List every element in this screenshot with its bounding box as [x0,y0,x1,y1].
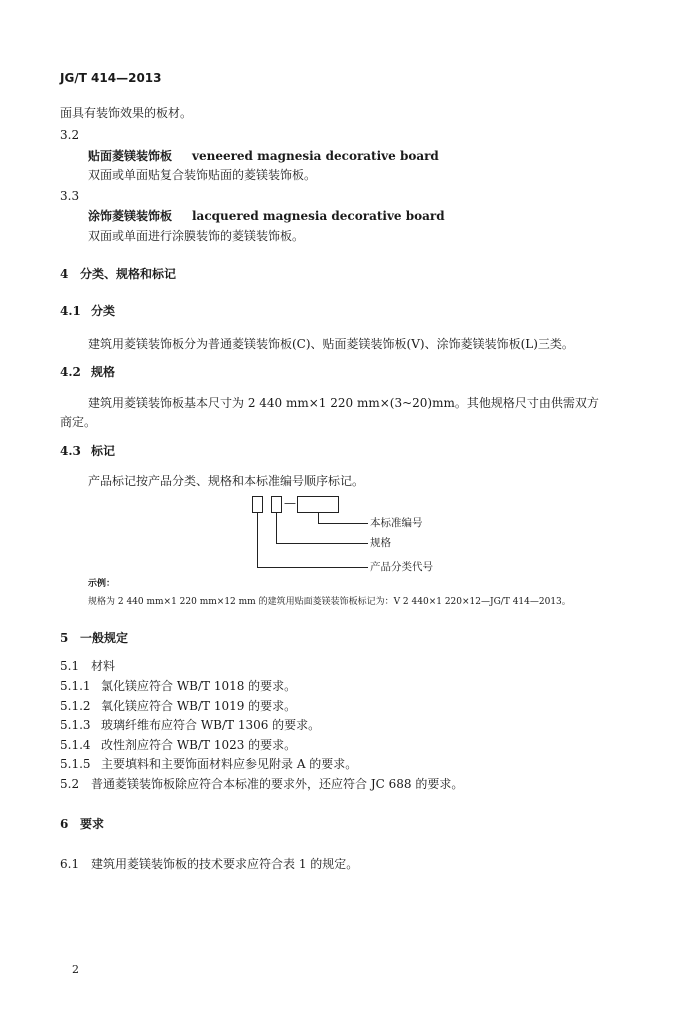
clause-text: 氯化镁应符合 WB/T 1018 的要求。 [101,679,297,693]
clause-4-2-number: 4.2 [60,365,81,379]
section-5-number: 5 [60,631,69,645]
label-spec: 规格 [370,537,391,549]
clause-4-2-text-line1: 建筑用菱镁装饰板基本尺寸为 2 440 mm×1 220 mm×(3~20)mm。其他规格尺寸由供需双方 [88,396,599,410]
clause-4-1-title: 分类 [91,304,116,318]
clause-number: 5.2 [60,777,80,791]
clause-3-2-number: 3.2 [60,128,80,142]
marking-dash: — [284,496,296,510]
clause-4-1-text: 建筑用菱镁装饰板分为普通菱镁装饰板(C)、贴面菱镁装饰板(V)、涂饰菱镁装饰板(L)三类。 [88,337,574,351]
standard-number-box [297,496,339,513]
clause-5-1-title: 材料 [91,659,116,673]
doc-code: JG/T 414—2013 [60,71,162,85]
clause-6-1-text: 建筑用菱镁装饰板的技术要求应符合表 1 的规定。 [91,857,359,871]
clause-4-2-text-line2: 商定。 [60,415,97,429]
clause-number: 5.1.5 [60,757,91,771]
clause-number: 5.1.2 [60,699,91,713]
clause-6-1-number: 6.1 [60,857,80,871]
clause-4-3-number: 4.3 [60,444,81,458]
clause-3-3-definition: 双面或单面进行涂膜装饰的菱镁装饰板。 [88,229,305,243]
leader-line [257,513,258,568]
section-4-title: 分类、规格和标记 [80,267,177,281]
clause-4-3-title: 标记 [91,444,116,458]
section-6-number: 6 [60,817,69,831]
leader-line [276,513,277,544]
section-5-title: 一般规定 [80,631,129,645]
clause-number: 5.1.3 [60,718,91,732]
clause-5-1-number: 5.1 [60,659,80,673]
clause-4-1-number: 4.1 [60,304,81,318]
label-standard-number: 本标准编号 [370,517,423,529]
page-number: 2 [72,963,79,976]
clause-3-2-definition: 双面或单面贴复合装饰贴面的菱镁装饰板。 [88,168,317,182]
leader-line [257,567,368,568]
clause-number: 5.1.1 [60,679,91,693]
section-6-title: 要求 [80,817,105,831]
clause-number: 5.1.4 [60,738,91,752]
clause-4-3-text: 产品标记按产品分类、规格和本标准编号顺序标记。 [88,474,365,488]
clause-text: 普通菱镁装饰板除应符合本标准的要求外，还应符合 JC 688 的要求。 [91,777,464,791]
category-box [252,496,263,513]
spec-box [271,496,282,513]
continuation-text: 面具有装饰效果的板材。 [60,106,193,120]
clause-text: 氧化镁应符合 WB/T 1019 的要求。 [101,699,297,713]
clause-3-2-term-en: veneered magnesia decorative board [192,149,439,163]
leader-line [318,523,368,524]
clause-text: 改性剂应符合 WB/T 1023 的要求。 [101,738,297,752]
section-4-number: 4 [60,267,69,281]
clause-text: 主要填料和主要饰面材料应参见附录 A 的要求。 [101,757,358,771]
clause-text: 玻璃纤维布应符合 WB/T 1306 的要求。 [101,718,321,732]
clause-3-3-term-en: lacquered magnesia decorative board [192,209,445,223]
clause-3-2-term-cn: 贴面菱镁装饰板 [88,149,173,163]
example-text: 规格为 2 440 mm×1 220 mm×12 mm 的建筑用贴面菱镁装饰板标记为：V 2 440×1 220×12—JG/T 414—2013。 [88,597,571,607]
clause-3-3-number: 3.3 [60,189,80,203]
label-category-code: 产品分类代号 [370,561,433,573]
clause-3-3-term-cn: 涂饰菱镁装饰板 [88,209,173,223]
clause-4-2-title: 规格 [91,365,116,379]
example-title: 示例： [88,579,116,589]
leader-line [276,543,368,544]
